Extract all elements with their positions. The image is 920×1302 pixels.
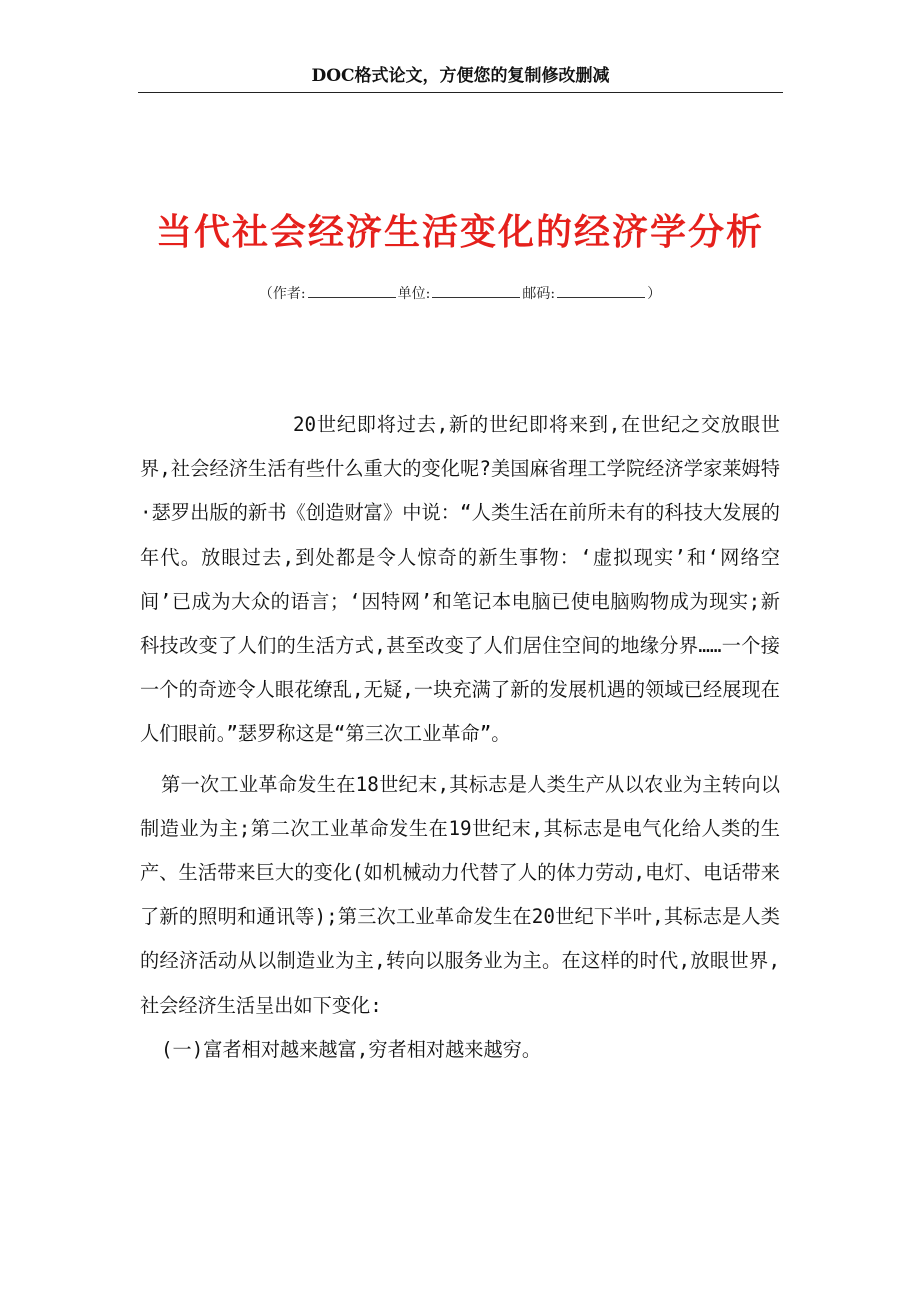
- close-paren: ）: [647, 286, 662, 302]
- paragraph-item-one: (一)富者相对越来越富,穷者相对越来越穷。: [161, 1037, 542, 1061]
- author-info-line: [0, 283, 920, 304]
- postcode-label: 邮码:: [522, 286, 556, 302]
- header-text: DOC格式论文，方便您的复制修改删减: [311, 66, 610, 86]
- unit-blank: [432, 283, 520, 298]
- page-header: [138, 62, 783, 93]
- postcode-blank: [557, 283, 645, 298]
- document-body: [140, 403, 780, 1072]
- author-label: 作者:: [272, 286, 306, 302]
- open-paren: （: [258, 286, 273, 302]
- unit-label: 单位:: [397, 286, 431, 302]
- author-blank: [308, 283, 396, 298]
- paragraph-intro: 20世纪即将过去,新的世纪即将来到,在世纪之交放眼世界,社会经济生活有些什么重大的变化呢?美国麻省理工学院经济学家莱姆特·瑟罗出版的新书《创造财富》中说：“人类生活在前所未有的科技大发展的年代。放眼过去,到处都是令人惊奇的新生事物：‘虚拟现实’和‘网络空间’已成为大众的语言；‘因特网’和笔记本电脑已使电脑购物成为现实;新科技改变了人们的生活方式,甚至改变了人们居住空间的地缘分界……一个接一个的奇迹令人眼花缭乱,无疑,一块充满了新的发展机遇的领域已经展现在人们眼前。”瑟罗称这是“第三次工业革命”。: [140, 413, 780, 746]
- document-title: 当代社会经济生活变化的经济学分析: [155, 212, 764, 253]
- paragraph-industrial-revolutions: 第一次工业革命发生在18世纪末,其标志是人类生产从以农业为主转向以制造业为主;第二次工业革命发生在19世纪末,其标志是电气化给人类的生产、生活带来巨大的变化(如机械动力代替了人的体力劳动,电灯、电话带来了新的照明和通讯等);第三次工业革命发生在20世纪下半叶,其标志是人类的经济活动从以制造业为主,转向以服务业为主。在这样的时代,放眼世界,社会经济生活呈出如下变化:: [140, 772, 780, 1017]
